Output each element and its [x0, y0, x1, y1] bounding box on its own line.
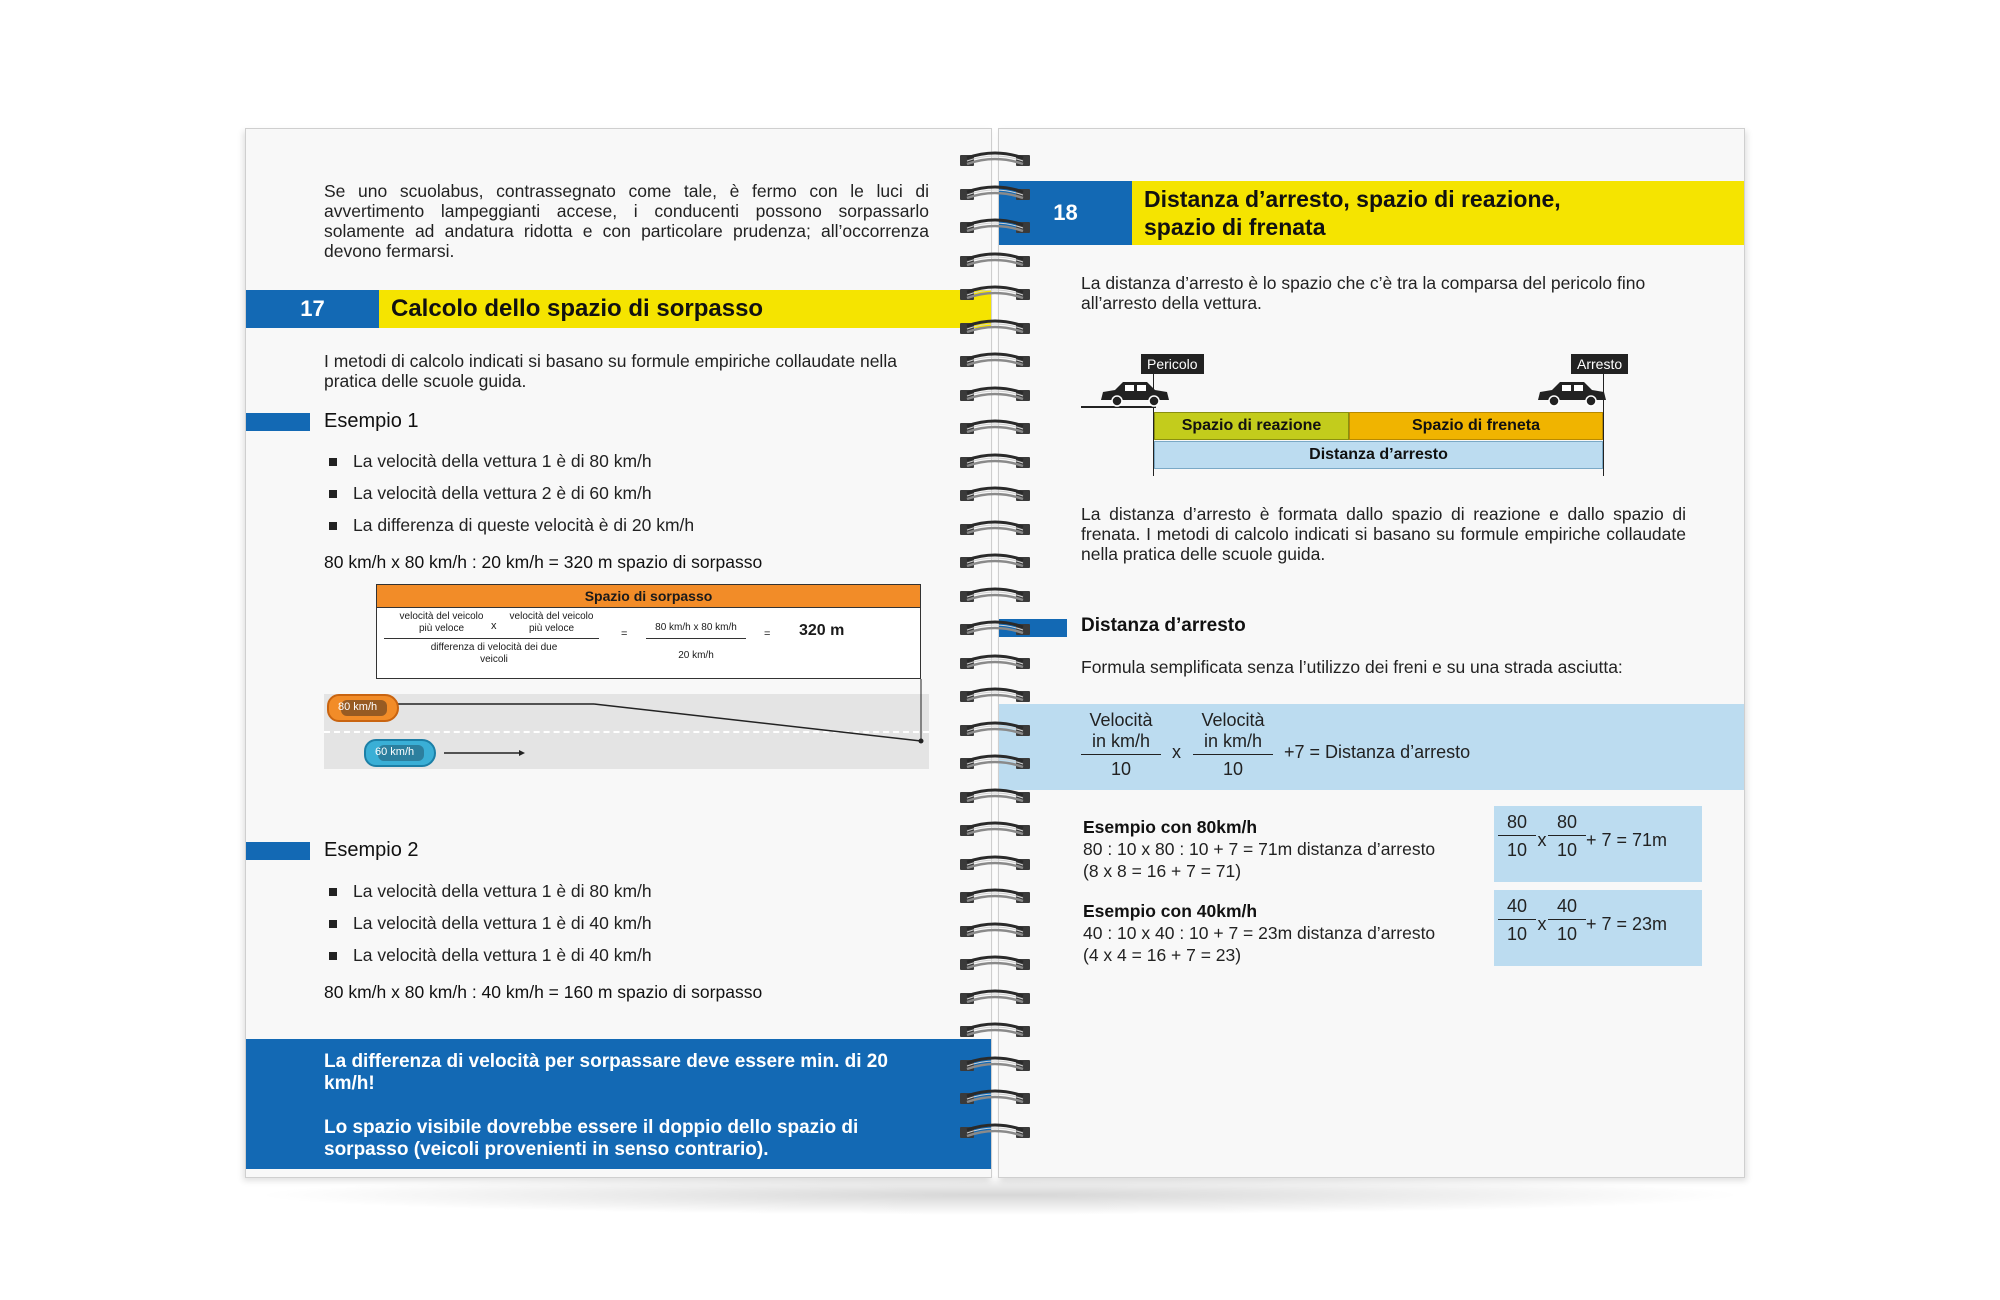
diagram-result: 320 m [799, 622, 845, 639]
example-40-line: 40 : 10 x 40 : 10 + 7 = 23m distanza d’arresto [1083, 923, 1436, 943]
section-title: Calcolo dello spazio di sorpasso [379, 290, 992, 328]
numerator-left: velocità del veicolo più veloce [399, 611, 484, 634]
note-line-2: Lo spazio visibile dovrebbe essere il doppio dello spazio di sorpasso (veicoli provenienti in senso contrario). [324, 1117, 859, 1160]
fraction: Velocità in km/h 10 [1081, 710, 1161, 780]
section-number: 18 [999, 181, 1132, 245]
binding-ring [955, 753, 1035, 773]
equals-sign: = [621, 628, 628, 640]
note-box [246, 1039, 992, 1169]
stop-sign: Arresto [1571, 354, 1628, 374]
bullet-icon [329, 888, 337, 896]
list-item: La velocità della vettura 1 è di 80 km/h [329, 451, 652, 472]
spiral-binding [955, 150, 1035, 1150]
denominator: differenza di velocità dei due veicoli [430, 642, 558, 665]
binding-ring [955, 385, 1035, 405]
numerator-right: velocità del veicolo più veloce [509, 611, 594, 634]
reaction-distance-bar: Spazio di reazione [1154, 412, 1349, 440]
denominator-values: 20 km/h [678, 650, 714, 661]
list-item: La differenza di queste velocità è di 20 km/h [329, 515, 694, 536]
binding-ring [955, 887, 1035, 907]
binding-ring [955, 351, 1035, 371]
list-item: La velocità della vettura 1 è di 80 km/h [329, 881, 652, 902]
example-80-check: (8 x 8 = 16 + 7 = 71) [1083, 861, 1242, 881]
example-40-box: 40 10 x 40 10 + 7 = 23m [1494, 890, 1702, 966]
section-number: 17 [246, 290, 379, 328]
bullet-icon [329, 490, 337, 498]
note-line-1: La differenza di velocità per sorpassare deve essere min. di 20 km/h! [324, 1051, 888, 1094]
binding-ring [955, 284, 1035, 304]
formula-intro: Formula semplificata senza l’utilizzo dei freni e su una strada asciutta: [1081, 657, 1623, 677]
binding-ring [955, 318, 1035, 338]
example-40-check: (4 x 4 = 16 + 7 = 23) [1083, 945, 1242, 965]
example-marker [246, 842, 310, 860]
binding-ring [955, 619, 1035, 639]
binding-ring [955, 854, 1035, 874]
car-start-icon [1099, 378, 1171, 408]
example-marker [246, 413, 310, 431]
binding-ring [955, 820, 1035, 840]
numerator-values: 80 km/h x 80 km/h [655, 622, 737, 633]
list-item: La velocità della vettura 1 è di 40 km/h [329, 945, 652, 966]
section-title: Distanza d’arresto, spazio di reazione, spazio di frenata [1132, 181, 1745, 245]
binding-ring [955, 686, 1035, 706]
section-intro: La distanza d’arresto è lo spazio che c’è tra la comparsa del pericolo fino all’arresto della vettura. [1081, 273, 1646, 313]
bullet-icon [329, 522, 337, 530]
braking-distance-bar: Spazio di freneta [1349, 412, 1603, 440]
car-blue-icon: 60 km/h [364, 739, 436, 767]
book-shadow [250, 1175, 1750, 1215]
left-page [245, 128, 992, 1178]
formula-band [999, 704, 1745, 790]
example-80-box: 80 10 x 80 10 + 7 = 71m [1494, 806, 1702, 882]
formula-tail: +7 = Distanza d’arresto [1284, 742, 1471, 762]
example-80-line: 80 : 10 x 80 : 10 + 7 = 71m distanza d’arresto [1083, 839, 1436, 859]
times-sign: x [1172, 742, 1181, 762]
example-1-result: 80 km/h x 80 km/h : 20 km/h = 320 m spazio di sorpasso [324, 552, 763, 572]
list-item: La velocità della vettura 1 è di 40 km/h [329, 913, 652, 934]
example-40-title: Esempio con 40km/h [1083, 901, 1258, 921]
binding-ring [955, 1021, 1035, 1041]
binding-ring [955, 586, 1035, 606]
section-18-header [999, 181, 1745, 245]
example-2-result: 80 km/h x 80 km/h : 40 km/h = 160 m spazio di sorpasso [324, 982, 763, 1002]
binding-ring [955, 150, 1035, 170]
binding-ring [955, 452, 1035, 472]
binding-ring [955, 988, 1035, 1008]
binding-ring [955, 552, 1035, 572]
bullet-icon [329, 952, 337, 960]
binding-ring [955, 1122, 1035, 1142]
binding-ring [955, 1055, 1035, 1075]
section-intro: I metodi di calcolo indicati si basano su formule empiriche collaudate nella pratica delle scuole guida. [324, 351, 897, 391]
equals-sign: = [764, 628, 771, 640]
example-1-title: Esempio 1 [324, 410, 419, 432]
section-17-header [246, 290, 992, 328]
binding-ring [955, 418, 1035, 438]
right-page [998, 128, 1745, 1178]
danger-sign: Pericolo [1141, 354, 1204, 374]
binding-ring [955, 251, 1035, 271]
binding-ring [955, 720, 1035, 740]
times-sign: x [491, 620, 497, 632]
binding-ring [955, 217, 1035, 237]
car-stop-icon [1536, 378, 1608, 408]
example-80-title: Esempio con 80km/h [1083, 817, 1258, 837]
binding-ring [955, 1088, 1035, 1108]
binding-ring [955, 519, 1035, 539]
binding-ring [955, 954, 1035, 974]
binding-ring [955, 485, 1035, 505]
binding-ring [955, 787, 1035, 807]
binding-ring [955, 921, 1035, 941]
stopping-diagram [1081, 354, 1701, 479]
fraction: Velocità in km/h 10 [1193, 710, 1273, 780]
overtaking-diagram [324, 584, 929, 769]
bullet-icon [329, 458, 337, 466]
binding-ring [955, 653, 1035, 673]
diagram-header: Spazio di sorpasso [376, 584, 921, 608]
car-orange-icon: 80 km/h [327, 694, 399, 722]
list-item: La velocità della vettura 2 è di 60 km/h [329, 483, 652, 504]
binding-ring [955, 184, 1035, 204]
explanation-paragraph: La distanza d’arresto è formata dallo spazio di reazione e dallo spazio di frenata. I metodi di calcolo indicati si basano su formule empiriche collaudate nella pratica delle scuole guida. [1081, 504, 1686, 564]
example-2-title: Esempio 2 [324, 839, 419, 861]
stopping-distance-bar: Distanza d’arresto [1154, 441, 1603, 469]
bullet-icon [329, 920, 337, 928]
subheading: Distanza d’arresto [1081, 615, 1246, 636]
intro-paragraph: Se uno scuolabus, contrassegnato come tale, è fermo con le luci di avvertimento lampeggianti accese, i conducenti possono sorpassarlo solamente ad andatura ridotta e con particolare prudenza; all’occorrenza devono fermarsi. [324, 181, 929, 261]
